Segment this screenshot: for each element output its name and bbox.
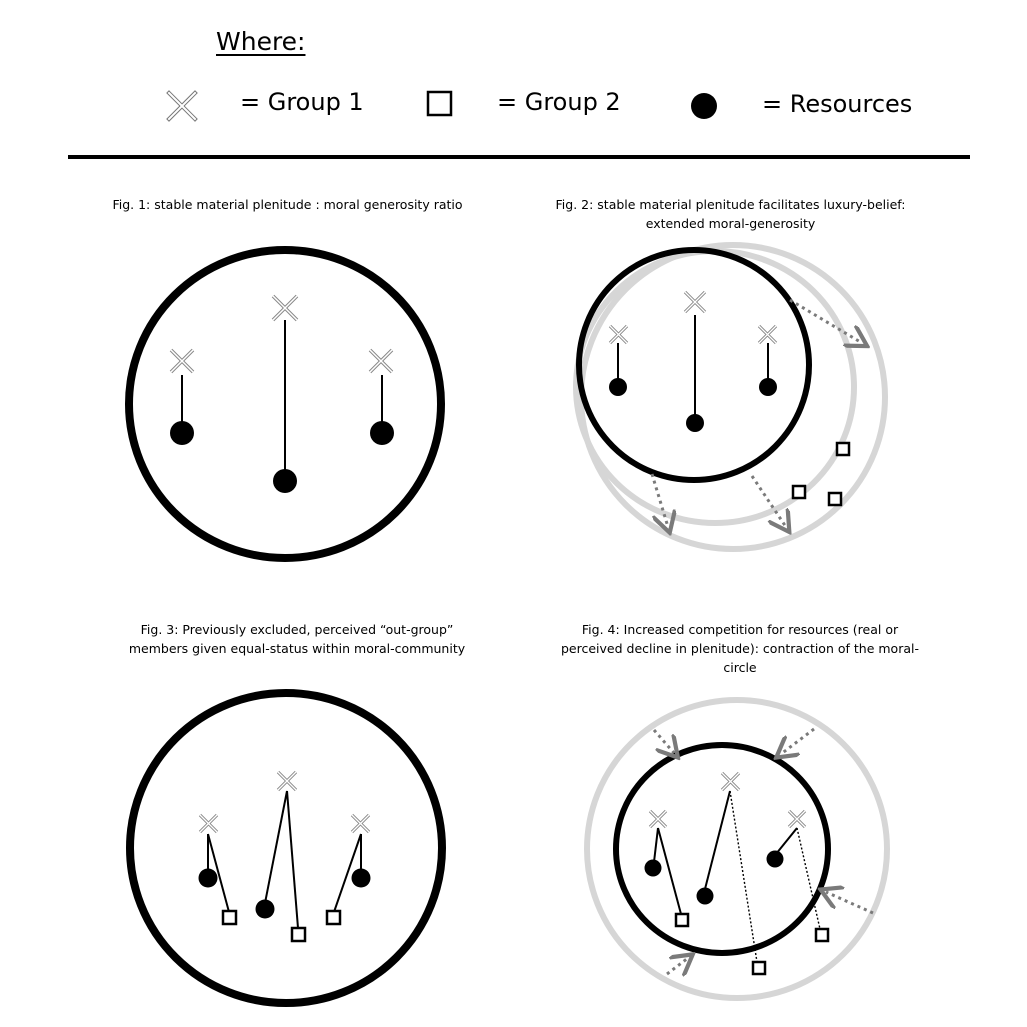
legend-square-icon [428, 92, 451, 115]
fig3-group2-square-3 [327, 911, 340, 924]
fig1-group1-cross-2 [273, 296, 297, 320]
fig3-resource-1 [199, 869, 218, 888]
fig4-resource-2 [697, 888, 714, 905]
legend-label-group-1: = Group 1 [240, 88, 364, 116]
fig2-resource-2 [686, 414, 704, 432]
fig4-contraction-arrow-2 [781, 729, 814, 754]
fig2-diagram [576, 245, 885, 549]
fig4-group2-square-3 [816, 929, 828, 941]
fig2-resource-1 [609, 378, 627, 396]
fig4-group1-cross-1 [650, 811, 666, 827]
fig4-contraction-arrow-3 [826, 892, 873, 913]
legend-label-group-2: = Group 2 [497, 88, 621, 116]
fig4-group1-cross-2 [722, 773, 739, 790]
fig2-group1-cross-3 [759, 326, 776, 343]
fig1-group1-cross-1 [171, 350, 193, 372]
fig4-moral-circle [616, 745, 828, 953]
fig3-caption: Fig. 3: Previously excluded, perceived “out-group” members given equal-status within moral-community [128, 622, 466, 656]
fig4-contraction-arrow-1 [654, 730, 674, 753]
fig4-caption: Fig. 4: Increased competition for resources (real or perceived decline in plenitude): contraction of the moral-circle [561, 622, 919, 675]
legend-title: Where: [216, 27, 306, 56]
fig2-group1-cross-1 [610, 326, 627, 343]
fig2-resource-3 [759, 378, 777, 396]
fig2-caption: Fig. 2: stable material plenitude facilitates luxury-belief: extended moral-generosity [555, 197, 906, 231]
fig3-group1-cross-1 [200, 815, 217, 832]
fig2-group1-cross-2 [685, 292, 705, 312]
fig3-resource-3 [352, 869, 371, 888]
fig3-group2-square-1 [223, 911, 236, 924]
legend-dot-icon [691, 93, 717, 119]
fig1-resource-1 [170, 421, 194, 445]
fig1-resource-3 [370, 421, 394, 445]
fig4-group1-cross-3 [789, 811, 805, 827]
fig3-group1-cross-2 [278, 772, 296, 790]
fig2-expansion-arrow-2 [652, 474, 668, 527]
fig3-diagram [130, 693, 442, 1003]
fig4-contraction-arrow-4 [667, 958, 688, 974]
legend-cross-icon [169, 93, 195, 119]
fig1-diagram [129, 250, 441, 558]
fig3-group1-cross-3 [352, 815, 369, 832]
fig2-group2-square-3 [829, 493, 841, 505]
fig1-caption: Fig. 1: stable material plenitude : moral generosity ratio [112, 197, 463, 212]
fig1-group1-cross-3 [370, 350, 392, 372]
fig3-group2-square-2 [292, 928, 305, 941]
fig1-resource-2 [273, 469, 297, 493]
fig4-group2-square-1 [676, 914, 688, 926]
fig2-group2-square-1 [837, 443, 849, 455]
fig4-resource-3 [767, 851, 784, 868]
fig3-resource-2 [256, 900, 275, 919]
fig4-resource-1 [645, 860, 662, 877]
fig4-diagram [587, 700, 887, 998]
legend-label-resources: = Resources [762, 90, 913, 118]
fig3-moral-circle [130, 693, 442, 1003]
fig2-group2-square-2 [793, 486, 805, 498]
fig4-group2-square-2 [753, 962, 765, 974]
